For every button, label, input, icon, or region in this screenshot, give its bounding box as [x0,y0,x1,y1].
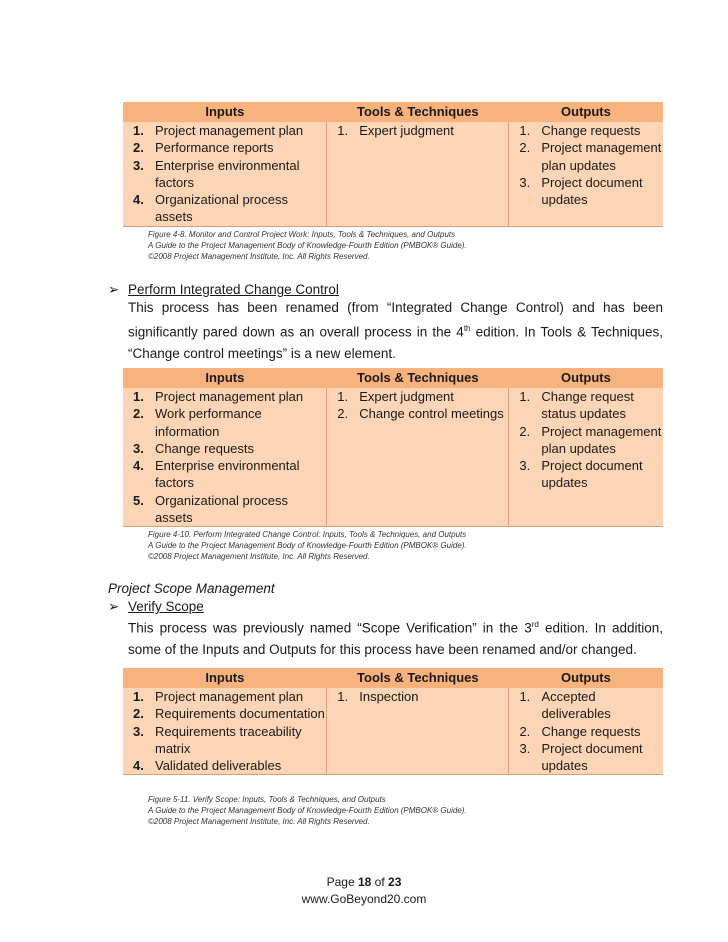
section-title: Project Scope Management [108,581,275,596]
list-item [123,757,326,774]
list-item [123,723,326,758]
list-text: Change control meetings [359,406,504,422]
caption-line: Figure 4-10. Perform Integrated Change Control: Inputs, Tools & Techniques, and Outputs [148,530,467,539]
list-number: 1. [337,123,349,138]
para-text: This process was previously named “Scope Verification” in the 3 [128,620,532,636]
section-heading: Verify Scope [128,599,204,614]
header-inputs: Inputs [123,668,327,688]
list-text: Change request status updates [541,389,634,422]
caption-line: A Guide to the Project Management Body of Knowledge-Fourth Edition (PMBOK® Guide). [148,241,467,250]
outputs-cell [509,122,663,226]
list-text: Inspection [359,689,419,704]
list-item [327,688,508,705]
para-text: This process has been renamed (from “Integrated Change Control) and has been significantly pared down as an overall process in the 4 [128,300,663,340]
list-item [327,388,508,405]
caption-line: Figure 5-11. Verify Scope: Inputs, Tools & Techniques, and Outputs [148,795,386,804]
inputs-cell [123,122,327,226]
header-inputs: Inputs [123,368,327,388]
list-text: Performance reports [155,140,274,156]
list-text: Project document updates [541,458,643,491]
list-text: Requirements traceability matrix [155,723,302,756]
list-text: Change requests [155,440,255,456]
figure-caption [148,529,467,562]
list-item [123,191,326,226]
list-text: Accepted deliverables [541,689,611,722]
list-item [123,688,326,705]
section-heading: Perform Integrated Change Control [128,282,339,297]
list-item [509,688,663,723]
page-prefix: Page [326,875,358,889]
list-number: 2. [337,406,349,422]
list-number: 4. [133,758,144,774]
list-number: 2. [133,140,144,156]
caption-line: A Guide to the Project Management Body of Knowledge-Fourth Edition (PMBOK® Guide). [148,806,467,815]
list-number: 1. [519,389,531,404]
list-text: Project management plan [155,123,304,138]
list-text: Project management plan [155,689,304,704]
caption-line: ©2008 Project Management Institute, Inc. All Rights Reserved. [148,552,370,561]
list-number: 3. [519,458,531,474]
list-number: 4. [133,192,144,208]
current-page: 18 [357,875,372,889]
list-number: 5. [133,492,144,508]
list-item [509,388,663,423]
list-item [123,139,326,156]
header-outputs: Outputs [509,368,663,388]
list-number: 1. [133,689,144,704]
superscript: th [463,324,471,333]
header-tools: Tools & Techniques [327,102,509,122]
list-text: Expert judgment [359,389,454,404]
outputs-cell [509,688,663,775]
list-number: 2. [519,140,531,156]
list-number: 1. [337,389,349,404]
page-of: of [371,875,389,889]
list-item [123,457,326,492]
list-item [123,705,326,722]
caption-line: ©2008 Project Management Institute, Inc. All Rights Reserved. [148,817,370,826]
list-number: 3. [133,157,144,173]
list-number: 1. [133,123,144,138]
arrow-bullet-icon: ➢ [108,599,120,614]
header-outputs: Outputs [509,668,663,688]
list-text: Project management plan updates [541,423,662,456]
list-text: Work performance information [155,406,262,439]
list-item [123,122,326,139]
list-item [123,440,326,457]
list-number: 2. [133,706,144,722]
list-number: 1. [133,389,144,404]
list-item [509,457,663,492]
list-number: 2. [519,723,531,739]
arrow-bullet-icon: ➢ [108,282,120,297]
header-outputs: Outputs [509,102,663,122]
list-item [327,122,508,139]
figure-caption [148,229,467,262]
para-text: edition. In addition, some of the Inputs and Outputs for this process have been renamed and/or changed. [128,620,663,657]
list-item [327,405,508,422]
footer-url: www.GoBeyond20.com [301,892,427,906]
list-item [509,740,663,775]
list-item [509,723,663,740]
list-text: Project document updates [541,174,643,208]
figure-caption [148,794,467,827]
list-text: Enterprise environmental factors [155,157,300,190]
inputs-cell [123,388,327,527]
list-item [509,122,663,139]
list-text: Change requests [541,723,641,739]
caption-line: Figure 4-8. Monitor and Control Project Work: Inputs, Tools & Techniques, and Outputs [148,230,456,239]
para-text: edition. In Tools & Techniques, “Change control meetings” is a new element. [128,324,664,361]
tools-cell [327,122,509,226]
list-text: Organizational process assets [155,192,288,225]
itto-table-change-control [123,368,663,527]
list-item [509,139,663,174]
header-tools: Tools & Techniques [327,668,509,688]
page-number [0,874,728,891]
list-number: 1. [337,689,349,704]
page-footer [0,874,728,908]
outputs-cell [509,388,663,527]
list-item [123,492,326,527]
list-number: 2. [519,423,531,439]
list-item [509,174,663,209]
list-number: 2. [133,406,144,422]
list-text: Project document updates [541,740,643,774]
list-text: Organizational process assets [155,492,288,526]
list-text: Change requests [541,123,641,138]
itto-table-monitor-control [123,102,663,227]
list-text: Expert judgment [359,123,454,138]
caption-line: A Guide to the Project Management Body of Knowledge-Fourth Edition (PMBOK® Guide). [148,541,467,550]
list-number: 1. [519,689,531,704]
list-text: Project management plan [155,389,304,404]
list-number: 3. [519,174,531,190]
tools-cell [327,388,509,527]
list-text: Validated deliverables [155,758,282,774]
superscript: rd [531,620,539,629]
list-text: Project management plan updates [541,140,662,173]
list-item [123,405,326,440]
list-item [123,157,326,192]
list-text: Requirements documentation [155,706,325,722]
list-item [509,423,663,458]
inputs-cell [123,688,327,775]
list-text: Enterprise environmental factors [155,458,300,491]
caption-line: ©2008 Project Management Institute, Inc. All Rights Reserved. [148,252,370,261]
header-tools: Tools & Techniques [327,368,509,388]
list-number: 3. [133,440,144,456]
list-number: 3. [133,723,144,739]
section-paragraph [128,614,663,660]
list-number: 4. [133,458,144,474]
list-number: 3. [519,740,531,756]
list-number: 1. [519,123,531,138]
header-inputs: Inputs [123,102,327,122]
list-item [123,388,326,405]
tools-cell [327,688,509,775]
itto-table-verify-scope [123,668,663,775]
section-paragraph [128,297,663,364]
total-pages: 23 [388,875,402,889]
